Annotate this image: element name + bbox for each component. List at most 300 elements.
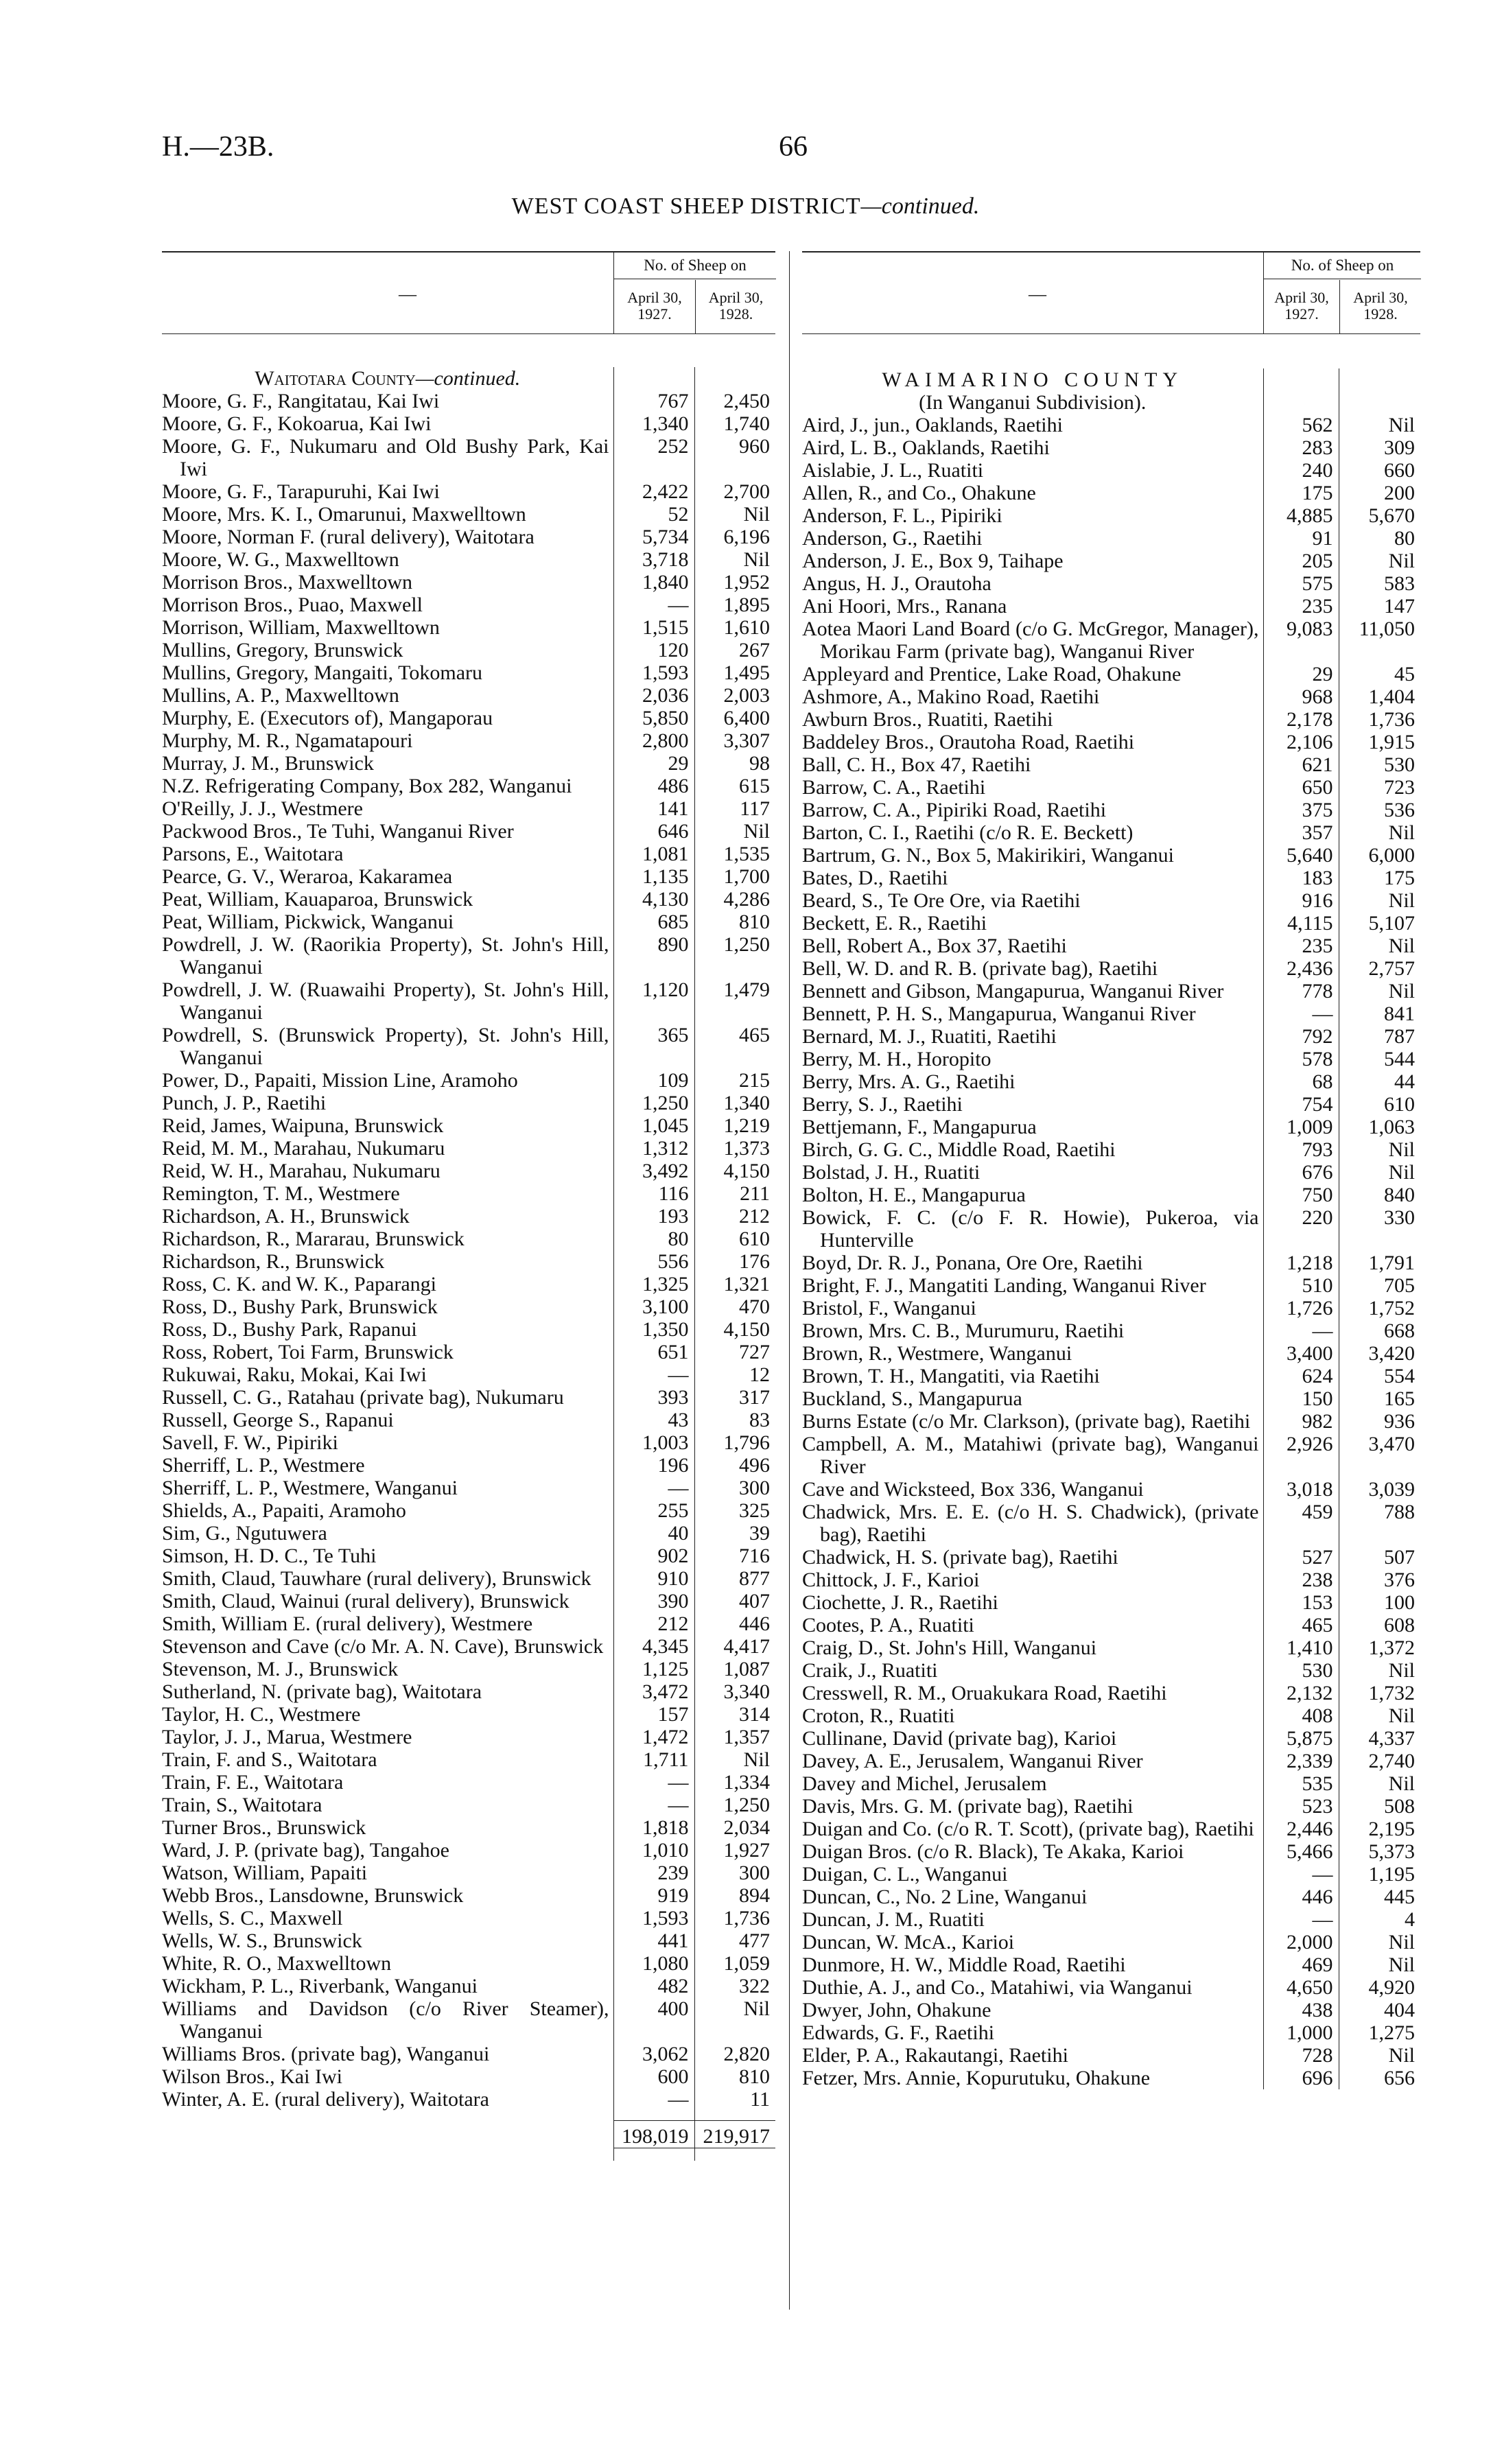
sheep-1928: 1,740 — [694, 412, 775, 435]
table-row — [802, 1365, 1420, 1387]
table-row — [162, 752, 775, 775]
sheep-1928: 2,034 — [694, 1816, 775, 1839]
owner-name-address: Williams Bros. (private bag), Wanganui — [162, 2043, 490, 2065]
sheep-1928: 45 — [1339, 663, 1420, 685]
table-row — [802, 1161, 1420, 1184]
table-row — [162, 1341, 775, 1363]
owner-name-address: Morrison Bros., Puao, Maxwell — [162, 594, 423, 616]
owner-name-address: Stevenson, M. J., Brunswick — [162, 1658, 399, 1680]
sheep-1927: 685 — [613, 911, 694, 933]
table-row — [162, 639, 775, 661]
table-row — [802, 1840, 1420, 1863]
table-row — [802, 776, 1420, 799]
sheep-1928: 536 — [1339, 799, 1420, 821]
owner-name-address: Bennett and Gibson, Mangapurua, Wanganui River — [802, 980, 1224, 1002]
sheep-1928: 267 — [694, 639, 775, 661]
sheep-1927: 193 — [613, 1205, 694, 1228]
sheep-1927: 3,472 — [613, 1680, 694, 1703]
owner-name-address: Moore, G. F., Kokoarua, Kai Iwi — [162, 412, 432, 435]
owner-name-address: Bell, Robert A., Box 37, Raetihi — [802, 935, 1067, 957]
owner-name-address: Pearce, G. V., Weraroa, Kakaramea — [162, 865, 453, 888]
owner-name-address: N.Z. Refrigerating Company, Box 282, Wanganui — [162, 775, 572, 797]
table-row — [802, 1478, 1420, 1501]
sheep-1928: 1,250 — [694, 933, 775, 978]
sheep-1928: 668 — [1339, 1319, 1420, 1342]
owner-name-address: Ani Hoori, Mrs., Ranana — [802, 595, 1007, 618]
sheep-1928: 554 — [1339, 1365, 1420, 1387]
table-row — [162, 1771, 775, 1794]
sheep-1927: 446 — [1263, 1886, 1339, 1908]
sheep-1928: 117 — [694, 797, 775, 820]
rule-cell — [613, 2148, 694, 2161]
sheep-1928: 3,340 — [694, 1680, 775, 1703]
sheep-1928: Nil — [694, 548, 775, 571]
sheep-1928: 4,150 — [694, 1160, 775, 1182]
owner-name-address: Murphy, E. (Executors of), Mangaporau — [162, 707, 493, 729]
table-row — [802, 753, 1420, 776]
sheep-1928: 465 — [694, 1024, 775, 1069]
table-row — [162, 707, 775, 729]
sheep-1927: 40 — [613, 1522, 694, 1545]
table-row — [162, 1884, 775, 1907]
sheep-1928: Nil — [694, 820, 775, 843]
owner-name-address: Davey and Michel, Jerusalem — [802, 1772, 1047, 1795]
sheep-1928: 4,417 — [694, 1635, 775, 1658]
sheep-1927: 469 — [1263, 1953, 1339, 1976]
sheep-1928: 5,107 — [1339, 912, 1420, 935]
sheep-1927: 486 — [613, 775, 694, 797]
owner-name-address: Russell, George S., Rapanui — [162, 1409, 394, 1431]
owner-name-address: Richardson, R., Mararau, Brunswick — [162, 1228, 465, 1250]
sheep-1928: 496 — [694, 1454, 775, 1477]
sheep-1927: 3,100 — [613, 1295, 694, 1318]
sheep-1928: 322 — [694, 1975, 775, 1997]
sheep-count-header — [1263, 253, 1421, 333]
table-row — [162, 1386, 775, 1409]
owner-name-address: Birch, G. G. C., Middle Road, Raetihi — [802, 1138, 1116, 1161]
sheep-1927: 1,410 — [1263, 1636, 1339, 1659]
table-row — [162, 1590, 775, 1612]
owner-name-address: Reid, James, Waipuna, Brunswick — [162, 1114, 444, 1137]
table-row — [802, 459, 1420, 482]
sheep-1928: 1,952 — [694, 571, 775, 594]
owner-name-address: Smith, William E. (rural delivery), Westmere — [162, 1612, 533, 1635]
owner-name-address: Cresswell, R. M., Oruakukara Road, Raetihi — [802, 1682, 1167, 1704]
owner-name-address: Beard, S., Te Ore Ore, via Raetihi — [802, 889, 1081, 912]
sheep-1928: 4,920 — [1339, 1976, 1420, 1999]
sheep-1928: 841 — [1339, 1002, 1420, 1025]
sheep-1928: 300 — [694, 1862, 775, 1884]
total-rule — [162, 2111, 775, 2121]
owner-name-address: Sim, G., Ngutuwera — [162, 1522, 327, 1545]
table-row — [162, 526, 775, 548]
empty-cell — [1339, 368, 1420, 391]
sheep-1928: Nil — [1339, 1953, 1420, 1976]
total-1927: 198,019 — [613, 2121, 694, 2148]
sheep-1927: 2,106 — [1263, 731, 1339, 753]
sheep-1928: 1,535 — [694, 843, 775, 865]
left-table-body — [162, 367, 775, 2161]
owner-name-address: Richardson, A. H., Brunswick — [162, 1205, 410, 1228]
table-row — [162, 1499, 775, 1522]
empty-cell — [162, 2111, 613, 2121]
sheep-1927: 5,850 — [613, 707, 694, 729]
owner-name-address: Buckland, S., Mangapurua — [802, 1387, 1022, 1410]
name-column-header: — — [399, 284, 416, 304]
table-row — [162, 1635, 775, 1658]
sheep-1928: 1,736 — [694, 1907, 775, 1929]
document-reference: H.—23B. — [162, 131, 274, 163]
table-row — [162, 1612, 775, 1635]
owner-name-address: Watson, William, Papaiti — [162, 1862, 368, 1884]
owner-name-address: Davey, A. E., Jerusalem, Wanganui River — [802, 1750, 1143, 1772]
sheep-1928: Nil — [694, 503, 775, 526]
sheep-1927: — — [1263, 1908, 1339, 1931]
sheep-1928: 330 — [1339, 1206, 1420, 1252]
owner-name-address: Powdrell, J. W. (Ruawaihi Property), St. John's Hill, Wanganui — [162, 978, 609, 1024]
col-1928-header: April 30, 1928. — [695, 280, 776, 333]
owner-name-address: Berry, M. H., Horopito — [802, 1048, 991, 1070]
sheep-1928: 317 — [694, 1386, 775, 1409]
sheep-1928: Nil — [1339, 1931, 1420, 1953]
table-row — [162, 1454, 775, 1477]
sheep-1928: 2,003 — [694, 684, 775, 707]
sheep-1927: 68 — [1263, 1070, 1339, 1093]
owner-name-address: Turner Bros., Brunswick — [162, 1816, 366, 1839]
page-number: 66 — [779, 131, 808, 163]
name-column-header: — — [1029, 284, 1046, 304]
total-row — [162, 2121, 775, 2148]
table-row — [162, 1658, 775, 1680]
sheep-1927: — — [613, 1363, 694, 1386]
table-row — [162, 1522, 775, 1545]
sheep-1927: 212 — [613, 1612, 694, 1635]
table-row — [802, 1886, 1420, 1908]
sheep-1927: 2,178 — [1263, 708, 1339, 731]
sheep-1928: 1,915 — [1339, 731, 1420, 753]
sheep-1927: 696 — [1263, 2067, 1339, 2089]
sheep-1927: 255 — [613, 1499, 694, 1522]
sheep-1927: 150 — [1263, 1387, 1339, 1410]
sheep-1927: 575 — [1263, 572, 1339, 595]
sheep-1927: 438 — [1263, 1999, 1339, 2021]
sheep-1927: 600 — [613, 2065, 694, 2088]
sheep-1927: 1,593 — [613, 661, 694, 684]
sheep-1928: Nil — [1339, 935, 1420, 957]
table-row — [162, 1160, 775, 1182]
sheep-1927: 1,125 — [613, 1658, 694, 1680]
sheep-1928: 1,357 — [694, 1726, 775, 1748]
owner-name-address: Train, F. E., Waitotara — [162, 1771, 344, 1794]
sheep-1928: Nil — [1339, 414, 1420, 436]
table-row — [802, 2021, 1420, 2044]
sheep-1927: 1,250 — [613, 1092, 694, 1114]
owner-name-address: Duncan, J. M., Ruatiti — [802, 1908, 985, 1931]
sheep-1927: 1,711 — [613, 1748, 694, 1771]
sheep-1928: 508 — [1339, 1795, 1420, 1818]
sheep-1927: — — [1263, 1863, 1339, 1886]
sheep-1928: 1,736 — [1339, 708, 1420, 731]
table-row — [802, 1501, 1420, 1546]
table-row — [162, 1907, 775, 1929]
table-row — [162, 1250, 775, 1273]
owner-name-address: Parsons, E., Waitotara — [162, 843, 344, 865]
table-row — [802, 1387, 1420, 1410]
owner-name-address: Aislabie, J. L., Ruatiti — [802, 459, 984, 482]
sheep-1928: Nil — [1339, 1161, 1420, 1184]
table-row — [802, 1999, 1420, 2021]
sheep-1927: 1,350 — [613, 1318, 694, 1341]
table-row — [802, 504, 1420, 527]
owner-name-address: Davis, Mrs. G. M. (private bag), Raetihi — [802, 1795, 1134, 1818]
owner-name-address: Beckett, E. R., Raetihi — [802, 912, 987, 935]
sheep-1927: 562 — [1263, 414, 1339, 436]
sheep-1927: 968 — [1263, 685, 1339, 708]
sheep-1927: 9,083 — [1263, 618, 1339, 663]
sheep-1928: Nil — [1339, 821, 1420, 844]
sheep-1927: 80 — [613, 1228, 694, 1250]
sheep-1927: — — [1263, 1002, 1339, 1025]
sheep-1927: 116 — [613, 1182, 694, 1205]
owner-name-address: Duthie, A. J., and Co., Matahiwi, via Wanganui — [802, 1976, 1193, 1999]
sheep-1928: 470 — [694, 1295, 775, 1318]
table-row — [162, 1137, 775, 1160]
sheep-1927: 1,340 — [613, 412, 694, 435]
table-header — [162, 253, 775, 334]
sheep-1928: 810 — [694, 911, 775, 933]
sheep-1928: 212 — [694, 1205, 775, 1228]
table-row — [802, 2067, 1420, 2089]
owner-name-address: Packwood Bros., Te Tuhi, Wanganui River — [162, 820, 514, 843]
table-row — [162, 594, 775, 616]
owner-name-address: Cave and Wicksteed, Box 336, Wanganui — [802, 1478, 1144, 1501]
table-row — [802, 1433, 1420, 1478]
owner-name-address: Chadwick, H. S. (private bag), Raetihi — [802, 1546, 1118, 1569]
table-row — [802, 1795, 1420, 1818]
owner-name-address: Mullins, Gregory, Mangaiti, Tokomaru — [162, 661, 483, 684]
owner-name-address: Burns Estate (c/o Mr. Clarkson), (private bag), Raetihi — [802, 1410, 1251, 1433]
table-row — [802, 1070, 1420, 1093]
sheep-1928: 840 — [1339, 1184, 1420, 1206]
table-row — [162, 1703, 775, 1726]
sheep-1928: 2,820 — [694, 2043, 775, 2065]
owner-name-address: Awburn Bros., Ruatiti, Raetihi — [802, 708, 1053, 731]
owner-name-address: Train, F. and S., Waitotara — [162, 1748, 377, 1771]
sheep-1927: 2,436 — [1263, 957, 1339, 980]
owner-name-address: Powdrell, J. W. (Raorikia Property), St. John's Hill, Wanganui — [162, 933, 609, 978]
sheep-1928: 445 — [1339, 1886, 1420, 1908]
sheep-1927: 1,081 — [613, 843, 694, 865]
owner-name-address: Craik, J., Ruatiti — [802, 1659, 938, 1682]
sheep-1927: 365 — [613, 1024, 694, 1069]
owner-name-address: Bristol, F., Wanganui — [802, 1297, 976, 1319]
sheep-1928: 4,337 — [1339, 1727, 1420, 1750]
owner-name-address: Russell, C. G., Ratahau (private bag), Nukumaru — [162, 1386, 564, 1409]
table-row — [162, 2065, 775, 2088]
empty-cell — [1263, 391, 1339, 414]
owner-name-address: Moore, G. F., Tarapuruhi, Kai Iwi — [162, 480, 440, 503]
sheep-1928: 656 — [1339, 2067, 1420, 2089]
table-row — [162, 729, 775, 752]
sheep-1928: 1,732 — [1339, 1682, 1420, 1704]
sheep-1927: — — [613, 1771, 694, 1794]
sheep-1927: 29 — [613, 752, 694, 775]
owner-name-address: Wilson Bros., Kai Iwi — [162, 2065, 342, 2088]
table-row — [802, 1772, 1420, 1795]
section-subheading-row — [802, 391, 1420, 414]
sheep-1928: 2,700 — [694, 480, 775, 503]
owner-name-address: Croton, R., Ruatiti — [802, 1704, 955, 1727]
sheep-1927: 916 — [1263, 889, 1339, 912]
sheep-1927: 530 — [1263, 1659, 1339, 1682]
owner-name-address: Power, D., Papaiti, Mission Line, Aramoho — [162, 1069, 518, 1092]
table-row — [162, 1975, 775, 1997]
sheep-1928: 4,150 — [694, 1318, 775, 1341]
sheep-1927: 5,875 — [1263, 1727, 1339, 1750]
owner-name-address: Ashmore, A., Makino Road, Raetihi — [802, 685, 1100, 708]
owner-name-address: Reid, W. H., Marahau, Nukumaru — [162, 1160, 441, 1182]
table-row — [802, 1319, 1420, 1342]
table-row — [162, 888, 775, 911]
sheep-1928: 1,796 — [694, 1431, 775, 1454]
table-row — [162, 571, 775, 594]
owner-name-address: Appleyard and Prentice, Lake Road, Ohakune — [802, 663, 1182, 685]
sheep-1927: 1,010 — [613, 1839, 694, 1862]
sheep-1927: 4,115 — [1263, 912, 1339, 935]
sheep-1927: 465 — [1263, 1614, 1339, 1636]
sheep-1927: 2,422 — [613, 480, 694, 503]
sheep-1928: 147 — [1339, 595, 1420, 618]
table-row — [162, 1997, 775, 2043]
sheep-1927: 2,446 — [1263, 1818, 1339, 1840]
sheep-1928: 4 — [1339, 1908, 1420, 1931]
sheep-1927: 235 — [1263, 935, 1339, 957]
rule-cell — [613, 2111, 694, 2121]
table-row — [802, 1206, 1420, 1252]
owner-name-address: Bartrum, G. N., Box 5, Makirikiri, Wanganui — [802, 844, 1174, 867]
owner-name-address: Moore, G. F., Nukumaru and Old Bushy Park, Kai Iwi — [162, 435, 609, 480]
sheep-1928: 314 — [694, 1703, 775, 1726]
sheep-1928: Nil — [1339, 1704, 1420, 1727]
sheep-1927: 441 — [613, 1929, 694, 1952]
empty-cell — [1339, 391, 1420, 414]
owner-name-address: Ross, C. K. and W. K., Paparangi — [162, 1273, 436, 1295]
group-header: No. of Sheep on — [614, 253, 776, 279]
sheep-1927: 120 — [613, 639, 694, 661]
sheep-1927: 3,018 — [1263, 1478, 1339, 1501]
sheep-1927: 239 — [613, 1862, 694, 1884]
table-row — [162, 1069, 775, 1092]
sheep-1927: 1,135 — [613, 865, 694, 888]
sheep-1927: 1,000 — [1263, 2021, 1339, 2044]
sheep-1927: 3,718 — [613, 548, 694, 571]
table-row — [802, 1953, 1420, 1976]
table-row — [162, 911, 775, 933]
sheep-1927: 235 — [1263, 595, 1339, 618]
sheep-1927: 1,080 — [613, 1952, 694, 1975]
sheep-1927: 510 — [1263, 1274, 1339, 1297]
table-row — [162, 865, 775, 888]
sheep-1927: 175 — [1263, 482, 1339, 504]
table-row — [162, 1431, 775, 1454]
sheep-1927: 153 — [1263, 1591, 1339, 1614]
sheep-1927: 2,800 — [613, 729, 694, 752]
owner-name-address: Anderson, F. L., Pipiriki — [802, 504, 1002, 527]
sheep-1928: 376 — [1339, 1569, 1420, 1591]
sheep-1927: 220 — [1263, 1206, 1339, 1252]
owner-name-address: Sherriff, L. P., Westmere, Wanganui — [162, 1477, 458, 1499]
table-row — [162, 1862, 775, 1884]
sheep-1927: 793 — [1263, 1138, 1339, 1161]
sheep-1927: 252 — [613, 435, 694, 480]
sheep-1927: 527 — [1263, 1546, 1339, 1569]
section-heading — [162, 367, 613, 390]
empty-cell — [162, 2121, 613, 2148]
table-row — [802, 1025, 1420, 1048]
table-row — [162, 480, 775, 503]
owner-name-address: Rukuwai, Raku, Mokai, Kai Iwi — [162, 1363, 427, 1386]
sheep-1927: 792 — [1263, 1025, 1339, 1048]
table-row — [802, 685, 1420, 708]
owner-name-address: Morrison Bros., Maxwelltown — [162, 571, 412, 594]
owner-name-address: White, R. O., Maxwelltown — [162, 1952, 392, 1975]
sheep-1928: 583 — [1339, 572, 1420, 595]
owner-name-address: Bell, W. D. and R. B. (private bag), Raetihi — [802, 957, 1158, 980]
sheep-1928: 100 — [1339, 1591, 1420, 1614]
sheep-1928: 39 — [694, 1522, 775, 1545]
table-row — [162, 797, 775, 820]
table-row — [162, 503, 775, 526]
sheep-1927: 482 — [613, 1975, 694, 1997]
owner-name-address: Bowick, F. C. (c/o F. R. Howie), Pukeroa, via Hunterville — [802, 1206, 1259, 1252]
table-row — [162, 1205, 775, 1228]
empty-cell — [1263, 368, 1339, 391]
table-row — [802, 1908, 1420, 1931]
owner-name-address: Ball, C. H., Box 47, Raetihi — [802, 753, 1031, 776]
owner-name-address: Sutherland, N. (private bag), Waitotara — [162, 1680, 482, 1703]
owner-name-address: Webb Bros., Lansdowne, Brunswick — [162, 1884, 464, 1907]
owner-name-address: Punch, J. P., Raetihi — [162, 1092, 327, 1114]
table-row — [162, 1273, 775, 1295]
sheep-1928: 810 — [694, 2065, 775, 2088]
sheep-1927: 183 — [1263, 867, 1339, 889]
table-row — [162, 1794, 775, 1816]
sheep-1927: 902 — [613, 1545, 694, 1567]
sheep-1928: Nil — [1339, 1659, 1420, 1682]
owner-name-address: Mullins, Gregory, Brunswick — [162, 639, 403, 661]
table-row — [802, 527, 1420, 550]
sheep-1927: 390 — [613, 1590, 694, 1612]
table-row — [162, 616, 775, 639]
table-row — [162, 1929, 775, 1952]
sheep-1927: 750 — [1263, 1184, 1339, 1206]
sheep-1927: 5,466 — [1263, 1840, 1339, 1863]
table-row — [162, 412, 775, 435]
table-row — [162, 1477, 775, 1499]
owner-name-address: Remington, T. M., Westmere — [162, 1182, 400, 1205]
sheep-1927: 4,345 — [613, 1635, 694, 1658]
owner-name-address: Elder, P. A., Rakautangi, Raetihi — [802, 2044, 1068, 2067]
section-subheading: (In Wanganui Subdivision). — [919, 391, 1147, 414]
sheep-1927: 283 — [1263, 436, 1339, 459]
table-row — [802, 1138, 1420, 1161]
sheep-1928: 1,700 — [694, 865, 775, 888]
sheep-1927: 2,339 — [1263, 1750, 1339, 1772]
sheep-1928: 1,087 — [694, 1658, 775, 1680]
table-row — [802, 550, 1420, 572]
sheep-1928: Nil — [694, 1748, 775, 1771]
sheep-1928: 1,275 — [1339, 2021, 1420, 2044]
